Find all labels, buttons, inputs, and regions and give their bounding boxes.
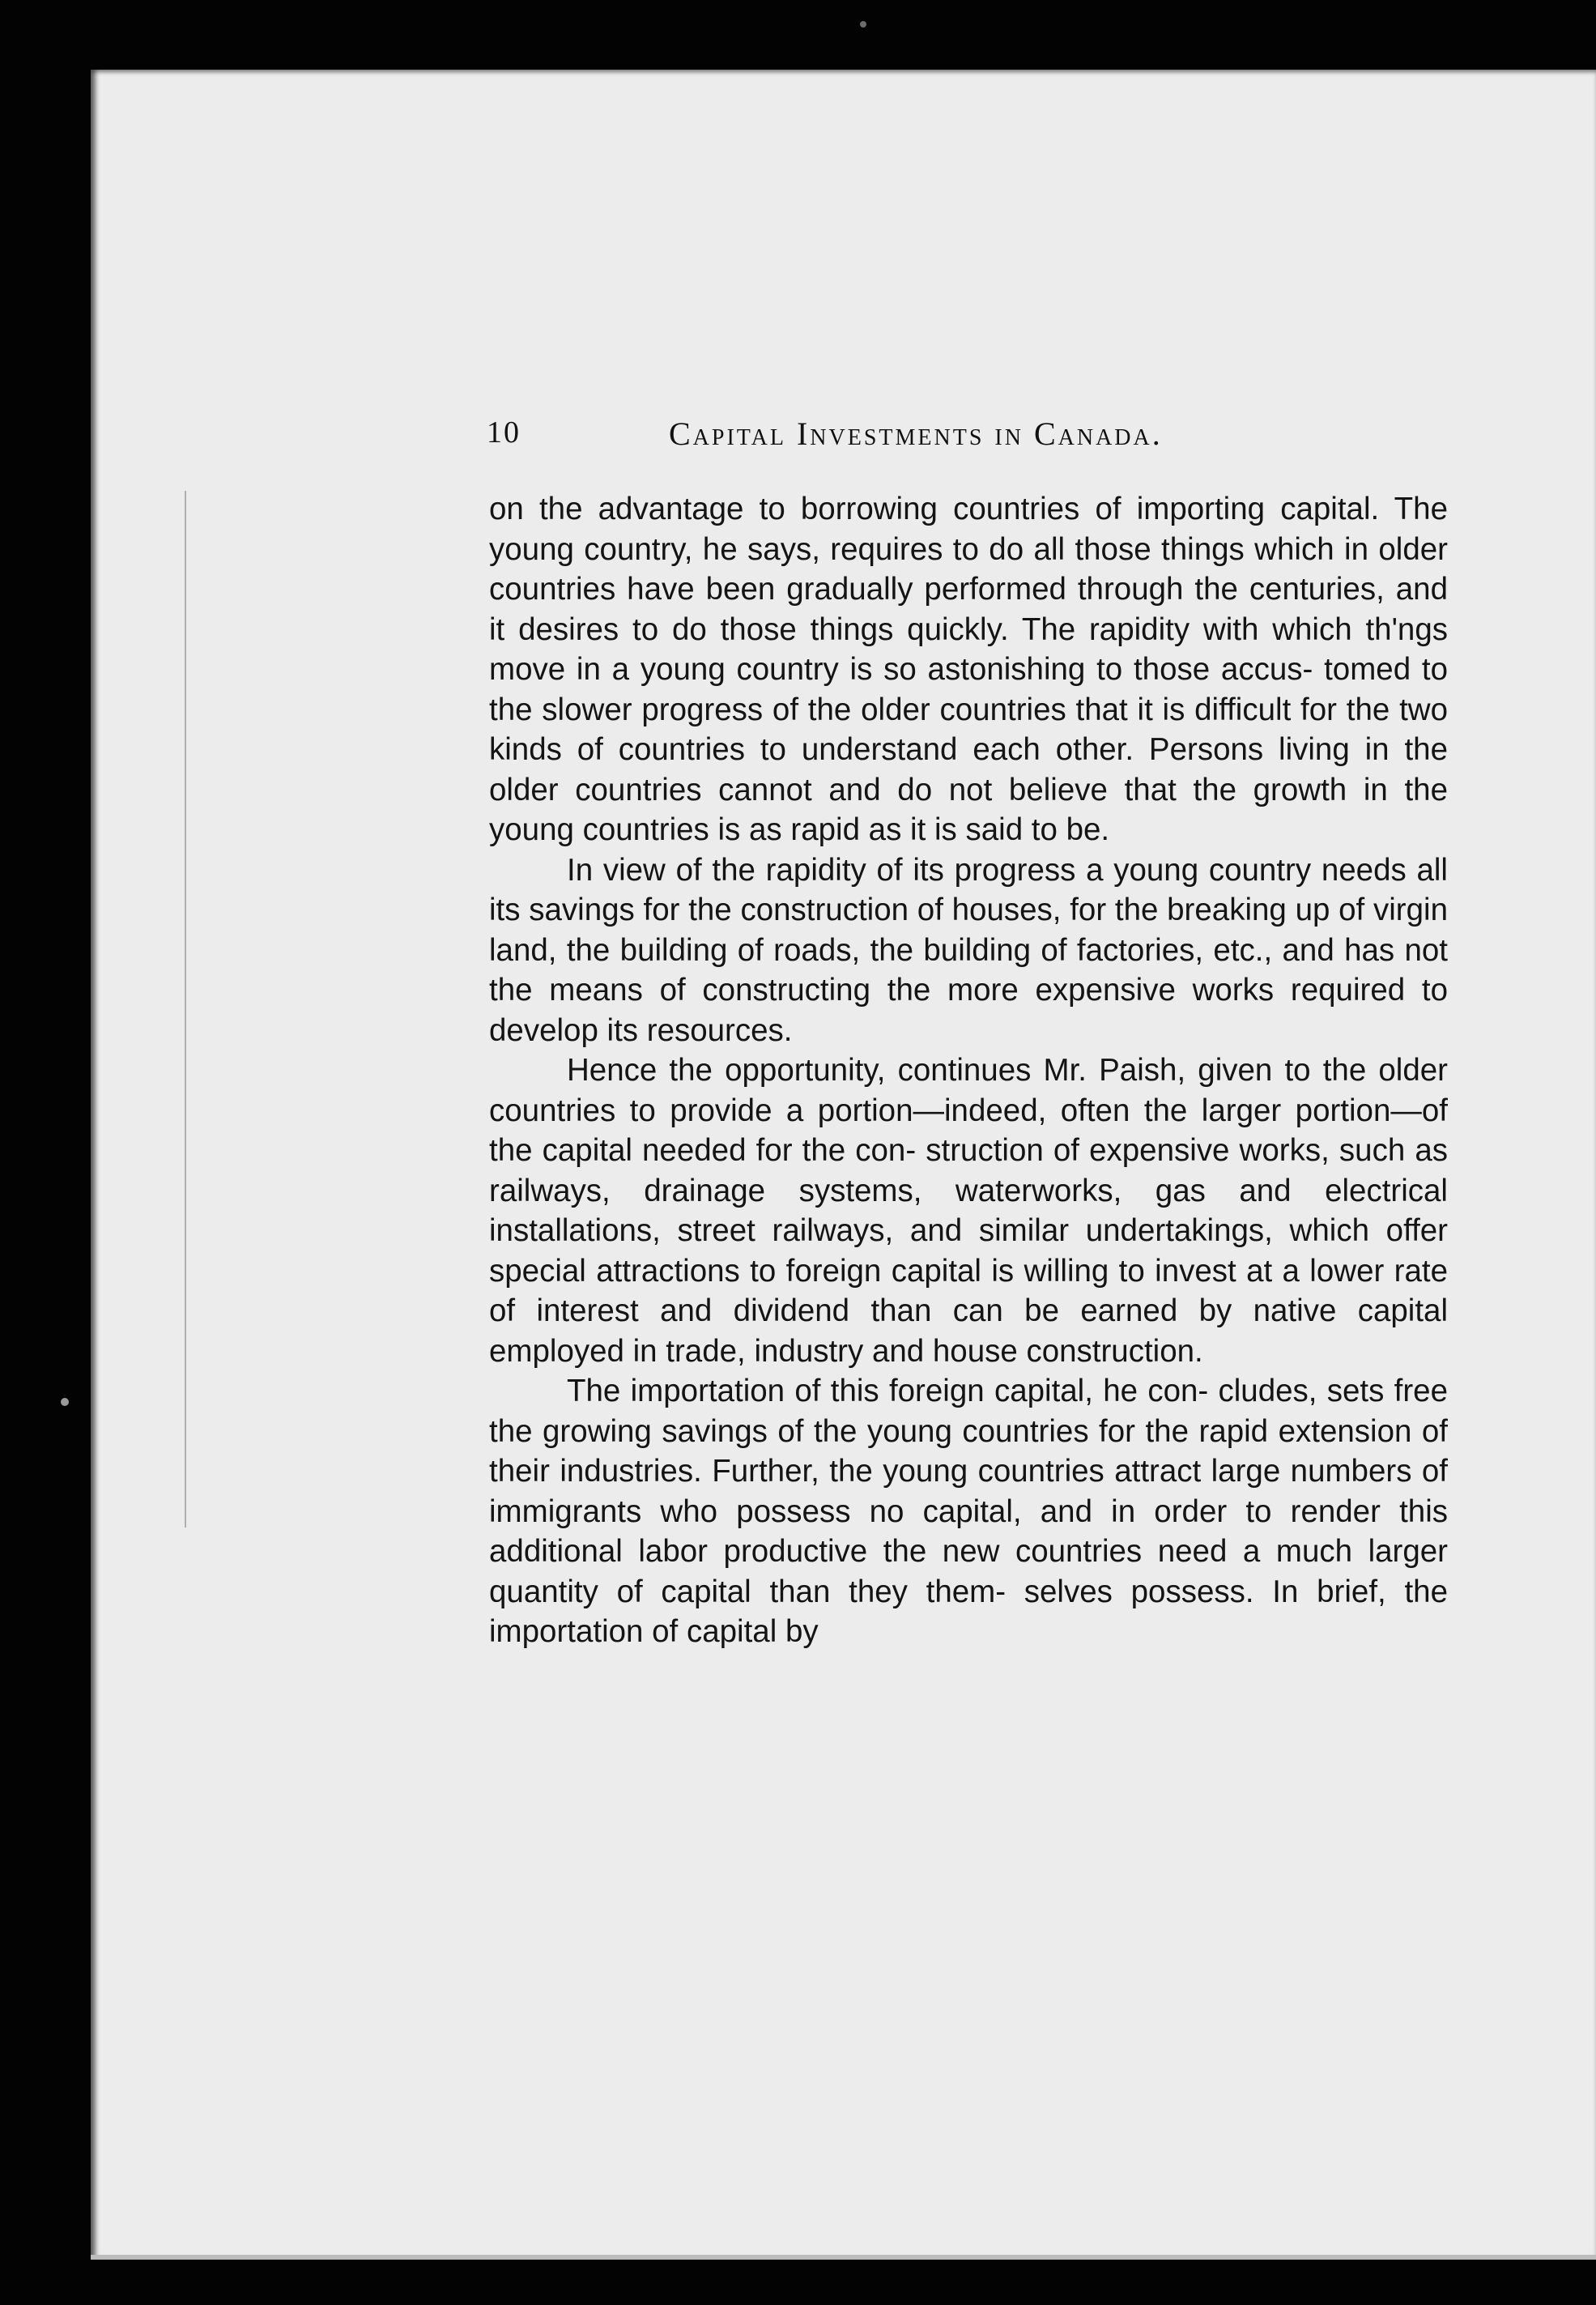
paragraph: The importation of this foreign capital, he con- cludes, sets free the growing savings of the young countries for the rapid extension of their industries. Further, the young countries attract large numbers of immigrants who possess no capital, and in order to render this additional labor productive the new countries need a much larger quantity of capital than they them- selves possess. In brief, the importation of capital by [489,1374,1448,1649]
body-text [489,489,1448,1652]
paragraph: Hence the opportunity, continues Mr. Paish, given to the older countries to provide a portion—indeed, often the larger portion—of the capital needed for the con- struction of expensive works, such as railways, drainage systems, waterworks, gas and electrical installations, street railways, and similar undertakings, which offer special attractions to foreign capital is willing to invest at a lower rate of interest and dividend than can be earned by native capital employed in trade, industry and house construction. [489,1053,1448,1369]
scan-speck [860,21,866,28]
page-number: 10 [487,415,521,449]
paragraph-continued: on the advantage to borrowing countries of importing capital. The young country, he says, requires to do all those things which in older countries have been gradually performed through the centuries, and it desires to do those things quickly. The rapidity with which th'ngs move in a young country is so astonishing to those accus- tomed to the slower progress of the older countries that it is difficult for the two kinds of countries to understand each other. Persons living in the older countries cannot and do not believe that the growth in the young countries is as rapid as it is said to be. [489,492,1448,847]
page-header [487,415,1458,455]
paragraph: In view of the rapidity of its progress a young country needs all its savings for the construction of houses, for the breaking up of virgin land, the building of roads, the building of factories, etc., and has not the means of constructing the more expensive works required to develop its resources. [489,852,1448,1048]
scan-dot [61,1398,69,1406]
page-gutter-shadow [185,491,186,1527]
running-head: Capital Investments in Canada. [669,415,1163,452]
